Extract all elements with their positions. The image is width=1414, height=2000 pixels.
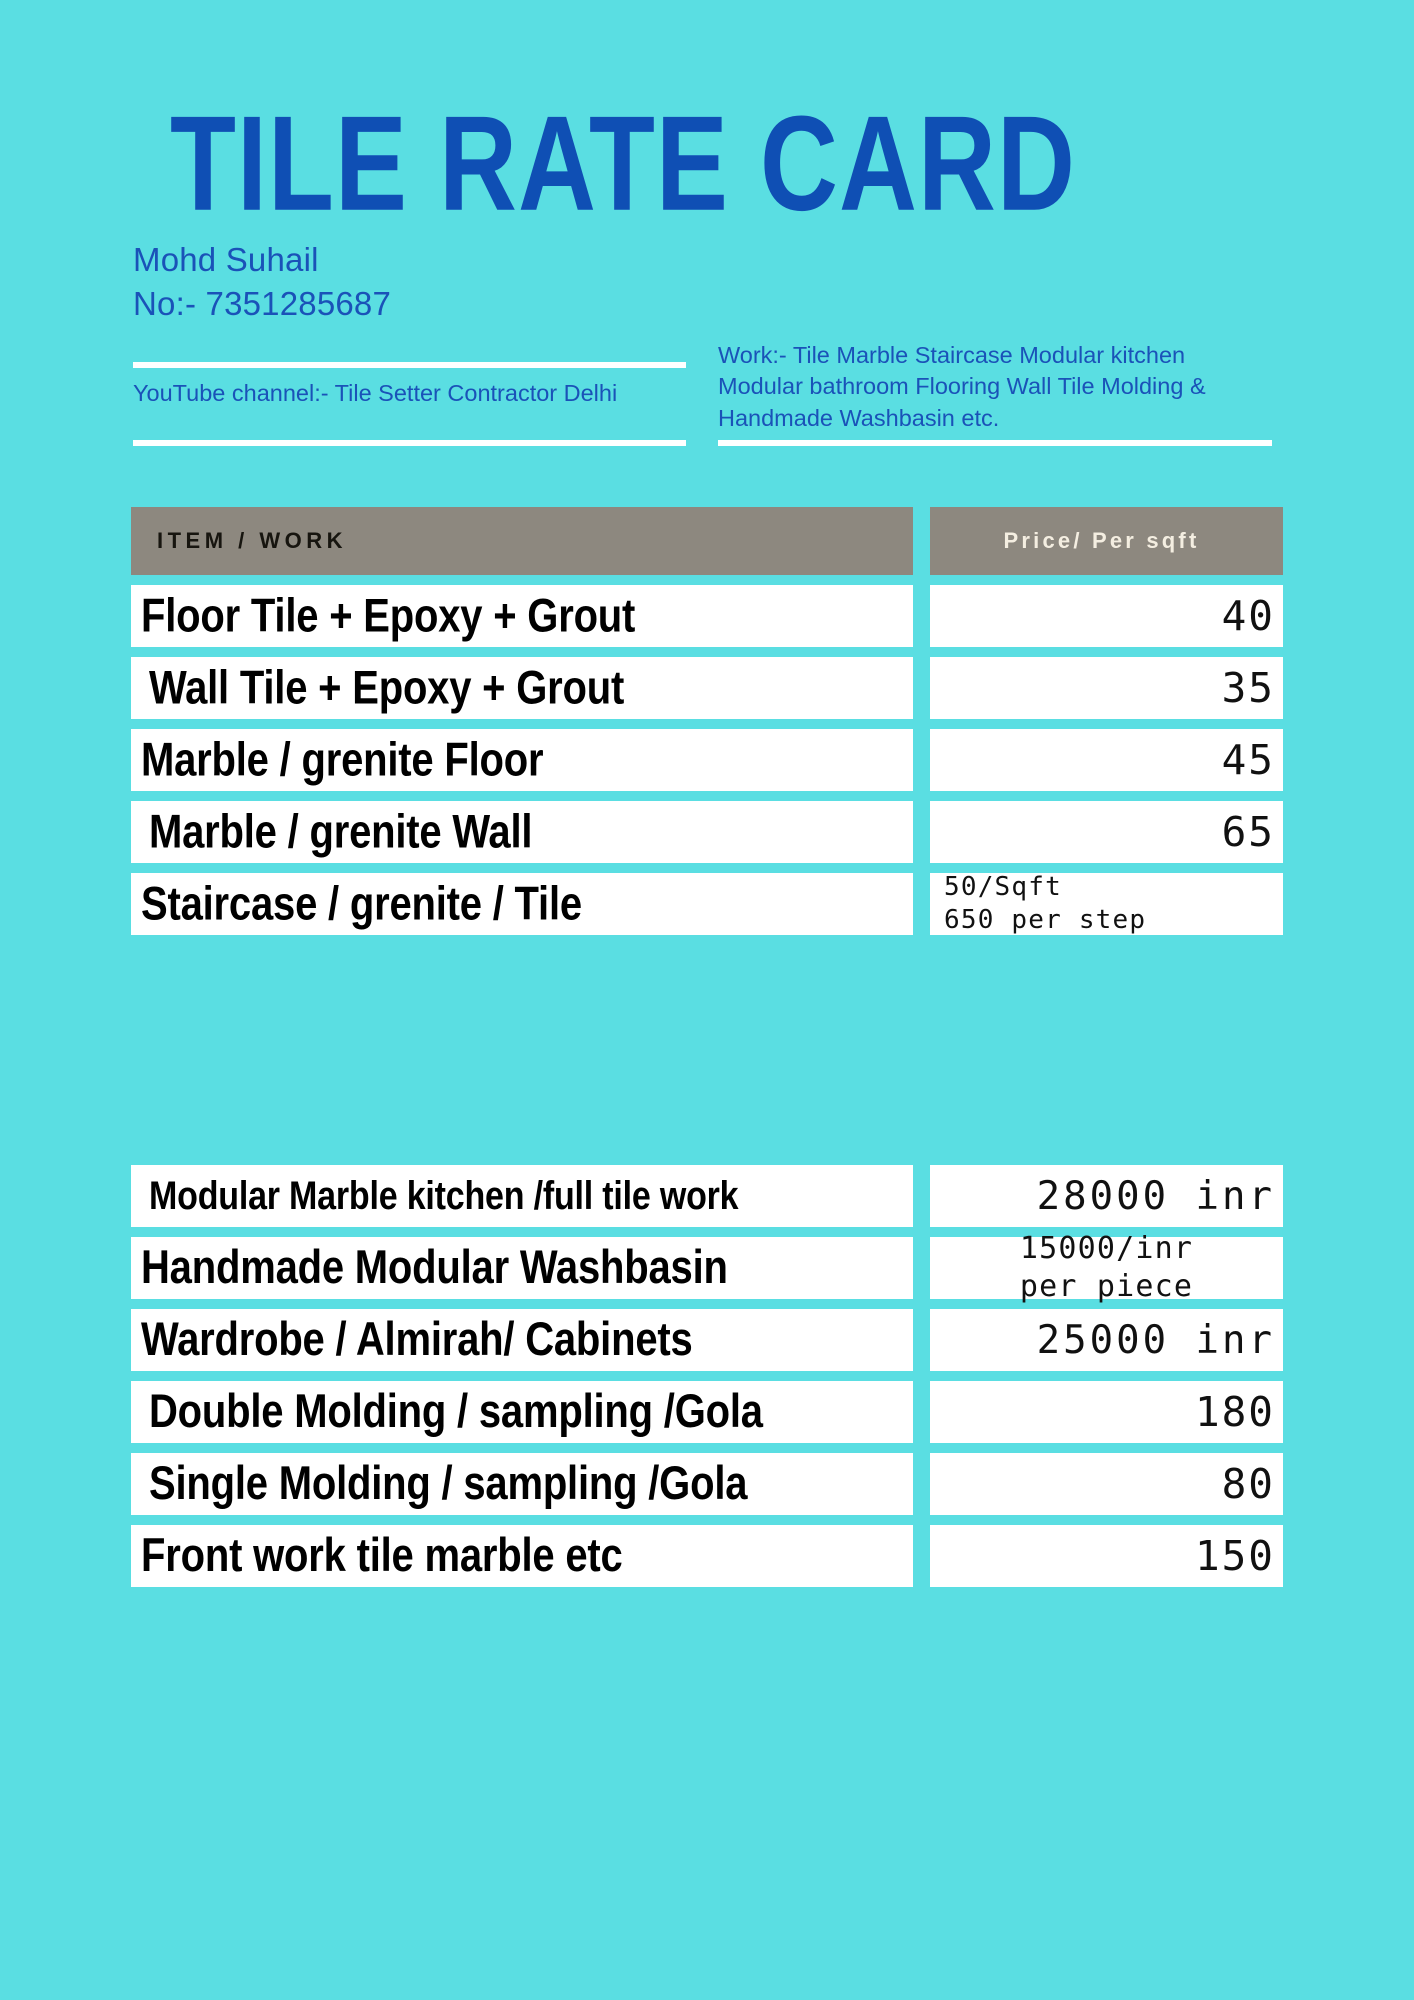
row-price-value: 25000 inr	[1036, 1317, 1275, 1363]
table-row	[0, 1165, 1414, 1227]
row-price-value: 180	[1194, 1388, 1275, 1436]
contact-phone-number: No:- 7351285687	[133, 284, 392, 322]
row-item-label: Marble / grenite Wall	[149, 805, 533, 858]
row-price-cell	[930, 801, 1283, 863]
table-row	[0, 1525, 1414, 1587]
row-item-cell	[131, 801, 913, 863]
row-price-value: 150	[1194, 1532, 1275, 1580]
row-price-line-2: 650 per step	[944, 905, 1147, 935]
divider-line-top	[133, 362, 686, 368]
row-price-cell	[930, 1453, 1283, 1515]
row-price-cell	[930, 657, 1283, 719]
table-header-cell-item	[131, 507, 913, 575]
row-item-cell	[131, 1309, 913, 1371]
row-price-cell	[930, 729, 1283, 791]
row-item-cell	[131, 1165, 913, 1227]
row-price-value	[930, 871, 1283, 937]
contact-name: Mohd Suhail	[133, 241, 319, 278]
row-price-cell	[930, 1231, 1283, 1304]
table-row	[0, 729, 1414, 791]
contact-block	[133, 238, 693, 325]
row-price-line-1: 15000/inr	[1019, 1231, 1194, 1267]
row-price-cell	[930, 1309, 1283, 1371]
table-row	[0, 1381, 1414, 1443]
row-item-cell	[131, 873, 913, 935]
row-item-cell	[131, 1453, 913, 1515]
divider-line-right-bottom	[718, 440, 1272, 446]
row-item-label: Wall Tile + Epoxy + Grout	[149, 661, 625, 714]
row-price-value	[930, 1230, 1283, 1306]
table-row	[0, 657, 1414, 719]
rate-table-primary	[0, 507, 1414, 945]
row-price-cell	[930, 585, 1283, 647]
table-row	[0, 1309, 1414, 1371]
row-price-line-1: 50/Sqft	[944, 872, 1062, 903]
row-price-value: 45	[1221, 736, 1275, 784]
divider-line-left-bottom	[133, 440, 686, 446]
table-row	[0, 585, 1414, 647]
table-header-row	[0, 507, 1414, 575]
work-description-text: Work:- Tile Marble Staircase Modular kitchen Modular bathroom Flooring Wall Tile Molding & Handmade Washbasin etc.	[718, 342, 1206, 431]
row-item-label: Single Molding / sampling /Gola	[149, 1457, 748, 1510]
column-header-price: Price/ Per sqft	[1003, 528, 1200, 553]
table-row	[0, 801, 1414, 863]
row-price-value: 80	[1221, 1460, 1275, 1508]
row-item-cell	[131, 657, 913, 719]
row-item-cell	[131, 585, 913, 647]
row-item-cell	[131, 729, 913, 791]
row-item-cell	[131, 1381, 913, 1443]
row-item-label: Marble / grenite Floor	[141, 733, 544, 786]
row-item-label: Staircase / grenite / Tile	[141, 877, 582, 930]
column-header-item: ITEM / WORK	[157, 528, 348, 553]
row-price-line-2: per piece	[1019, 1269, 1194, 1304]
table-row	[0, 1453, 1414, 1515]
row-price-value: 65	[1221, 808, 1275, 856]
row-item-label: Floor Tile + Epoxy + Grout	[141, 589, 636, 642]
row-price-cell	[930, 873, 1283, 935]
row-price-value: 28000 inr	[1036, 1173, 1275, 1219]
page-title: TILE RATE CARD	[170, 87, 1076, 239]
table-row	[0, 1231, 1414, 1304]
row-item-cell	[131, 1237, 913, 1299]
row-price-cell	[930, 1381, 1283, 1443]
row-item-label: Double Molding / sampling /Gola	[149, 1385, 763, 1438]
rate-table-secondary	[0, 1165, 1414, 1597]
row-price-cell	[930, 1165, 1283, 1227]
row-item-label: Modular Marble kitchen /full tile work	[149, 1172, 739, 1218]
row-price-value: 35	[1221, 664, 1275, 712]
row-price-cell	[930, 1525, 1283, 1587]
row-price-value: 40	[1221, 592, 1275, 640]
table-row	[0, 873, 1414, 935]
row-item-label: Handmade Modular Washbasin	[141, 1241, 728, 1294]
youtube-channel-text: YouTube channel:- Tile Setter Contractor Delhi	[133, 380, 618, 406]
row-item-cell	[131, 1525, 913, 1587]
row-item-label: Front work tile marble etc	[141, 1529, 623, 1582]
row-item-label: Wardrobe / Almirah/ Cabinets	[141, 1313, 693, 1366]
table-header-cell-price	[930, 507, 1283, 575]
